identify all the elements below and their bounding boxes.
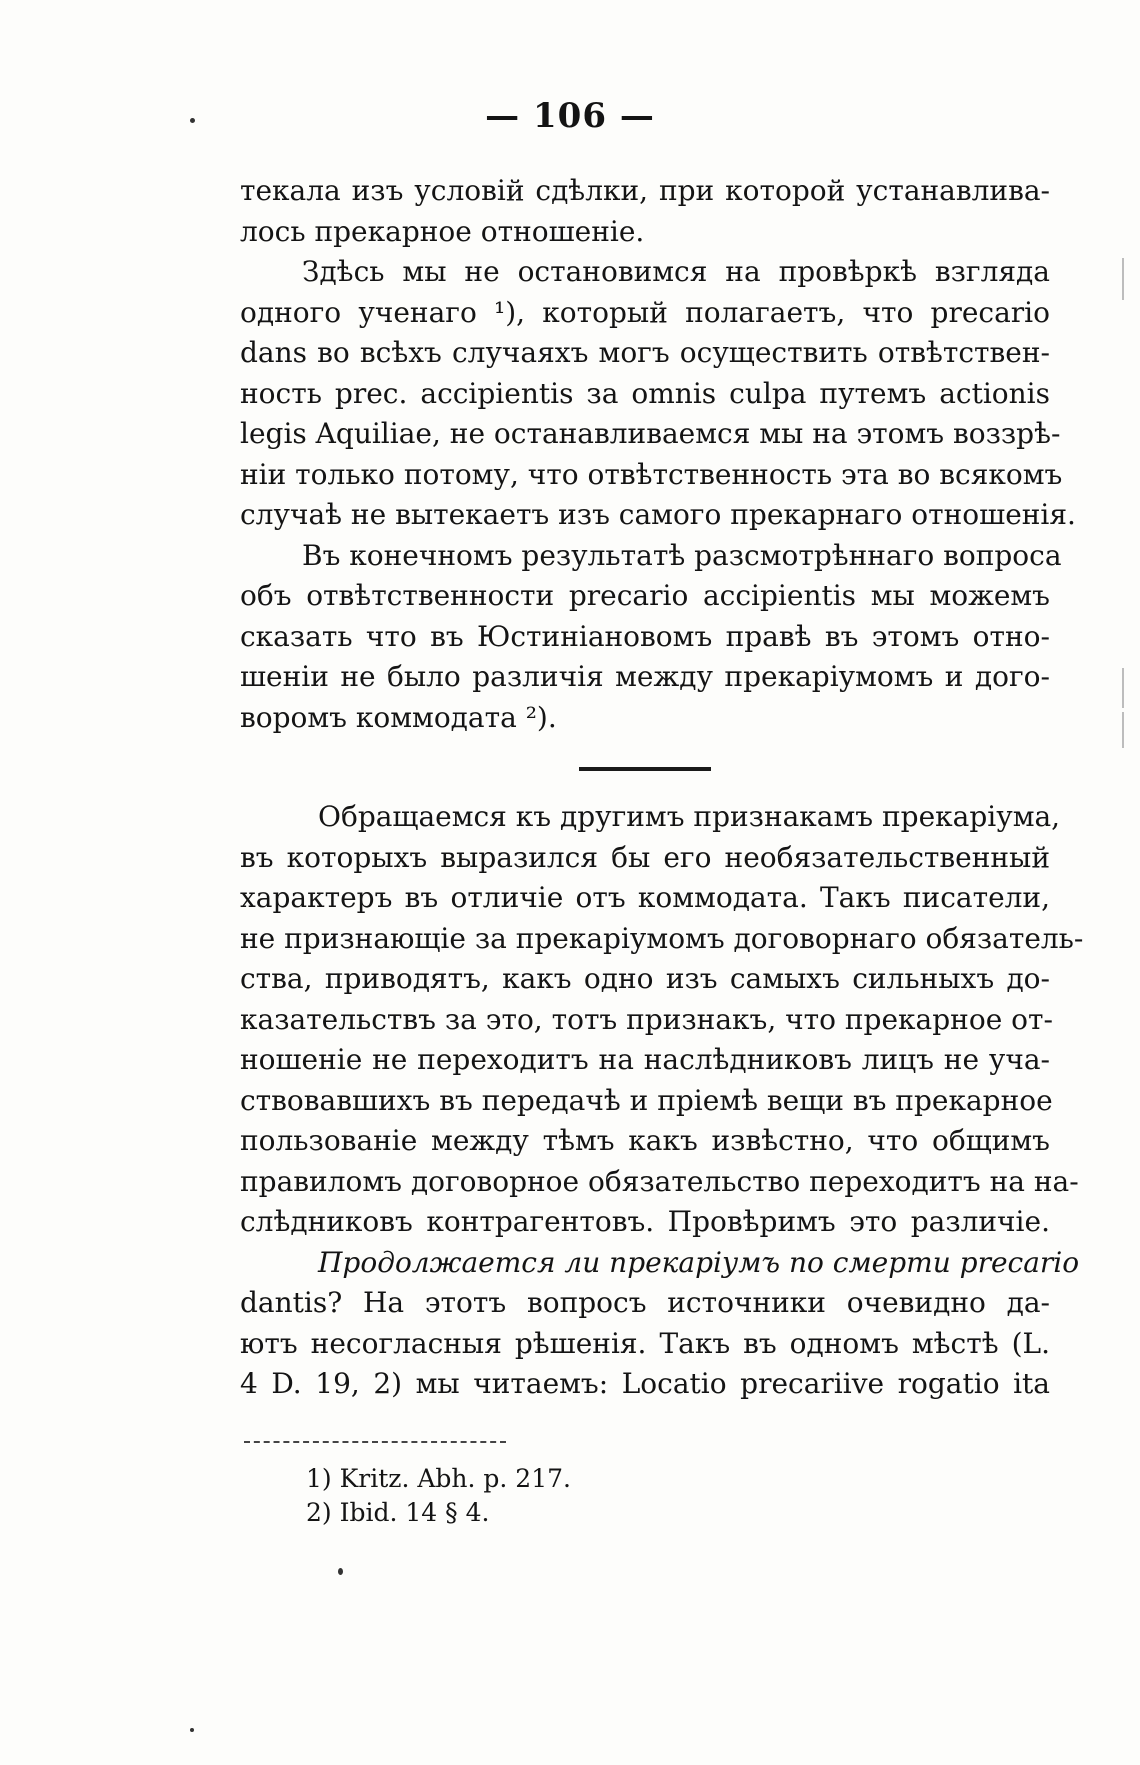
text-line: шеніи не было различія между прекаріумомъ и дого- bbox=[240, 660, 1050, 693]
text-line: Въ конечномъ результатѣ разсмотрѣннаго вопроса bbox=[302, 538, 1062, 572]
text-line: ность prec. accipientis за omnis culpa путемъ actionis bbox=[240, 376, 1050, 410]
text-line: сказать что въ Юстиніановомъ правѣ въ этомъ отно- bbox=[240, 619, 1050, 653]
text-line: не признающіе за прекаріумомъ договорнаго обязатель- bbox=[240, 921, 1084, 955]
text-line: пользованіе между тѣмъ какъ извѣстно, что общимъ bbox=[240, 1124, 1050, 1157]
text-line: ствовавшихъ въ передачѣ и пріемѣ вещи въ прекарное bbox=[240, 1083, 1053, 1117]
scan-speck bbox=[190, 118, 195, 123]
text-line: въ которыхъ выразился бы его необязательственный bbox=[240, 840, 1050, 874]
text-line: одного ученаго ¹), который полагаетъ, что precario bbox=[240, 295, 1050, 329]
text-line: dans во всѣхъ случаяхъ могъ осуществить отвѣтствен- bbox=[240, 336, 1050, 369]
text-line: Здѣсь мы не остановимся на провѣркѣ взгляда bbox=[302, 255, 1050, 288]
text-line: legis Aquiliae, не останавливаемся мы на этомъ воззрѣ- bbox=[240, 417, 1061, 450]
text-line: текала изъ условій сдѣлки, при которой устанавлива- bbox=[240, 174, 1050, 207]
section-divider bbox=[579, 767, 711, 771]
text-line: ношеніе не переходитъ на наслѣдниковъ лицъ не уча- bbox=[240, 1043, 1050, 1076]
footnote-1: 1) Kritz. Abh. p. 217. bbox=[306, 1464, 571, 1493]
text-line: dantis? На этотъ вопросъ источники очевидно да- bbox=[240, 1286, 1050, 1319]
text-line: казательствъ за это, тотъ признакъ, что прекарное от- bbox=[240, 1002, 1053, 1036]
footnote-rule bbox=[244, 1441, 506, 1443]
paragraph-block-1 bbox=[240, 171, 1076, 738]
text-line: ніи только потому, что отвѣтственность эта во всякомъ bbox=[240, 457, 1063, 491]
scan-margin-mark bbox=[1122, 712, 1124, 748]
text-line: Обращаемся къ другимъ признакамъ прекаріума, bbox=[318, 800, 1061, 833]
text-line: Продолжается ли прекаріумъ по смерти precario bbox=[318, 1245, 1080, 1279]
text-line: воромъ коммодата ²). bbox=[240, 700, 557, 734]
text-line: ства, приводятъ, какъ одно изъ самыхъ сильныхъ до- bbox=[240, 962, 1050, 995]
text-line: лось прекарное отношеніе. bbox=[240, 214, 645, 248]
footnotes bbox=[306, 1462, 806, 1530]
page-number: — 106 — bbox=[485, 96, 655, 136]
scan-speck bbox=[338, 1568, 343, 1575]
text-line: характеръ въ отличіе отъ коммодата. Такъ писатели, bbox=[240, 881, 1050, 914]
text-line: 4 D. 19, 2) мы читаемъ: Locatio precariive rogatio ita bbox=[240, 1367, 1050, 1400]
scan-margin-mark bbox=[1122, 668, 1124, 708]
scan-speck bbox=[190, 1728, 194, 1732]
footnote-2: 2) Ibid. 14 § 4. bbox=[306, 1498, 490, 1527]
text-line: ютъ несогласныя рѣшенія. Такъ въ одномъ мѣстѣ (L. bbox=[240, 1326, 1050, 1360]
text-line: объ отвѣтственности precario accipientis мы можемъ bbox=[240, 579, 1050, 612]
scan-margin-mark bbox=[1122, 258, 1124, 300]
text-line: слѣдниковъ контрагентовъ. Провѣримъ это различіе. bbox=[240, 1205, 1050, 1238]
paragraph-block-2 bbox=[240, 797, 1084, 1405]
text-line: случаѣ не вытекаетъ изъ самого прекарнаго отношенія. bbox=[240, 498, 1076, 531]
text-line: правиломъ договорное обязательство переходитъ на на- bbox=[240, 1164, 1079, 1198]
